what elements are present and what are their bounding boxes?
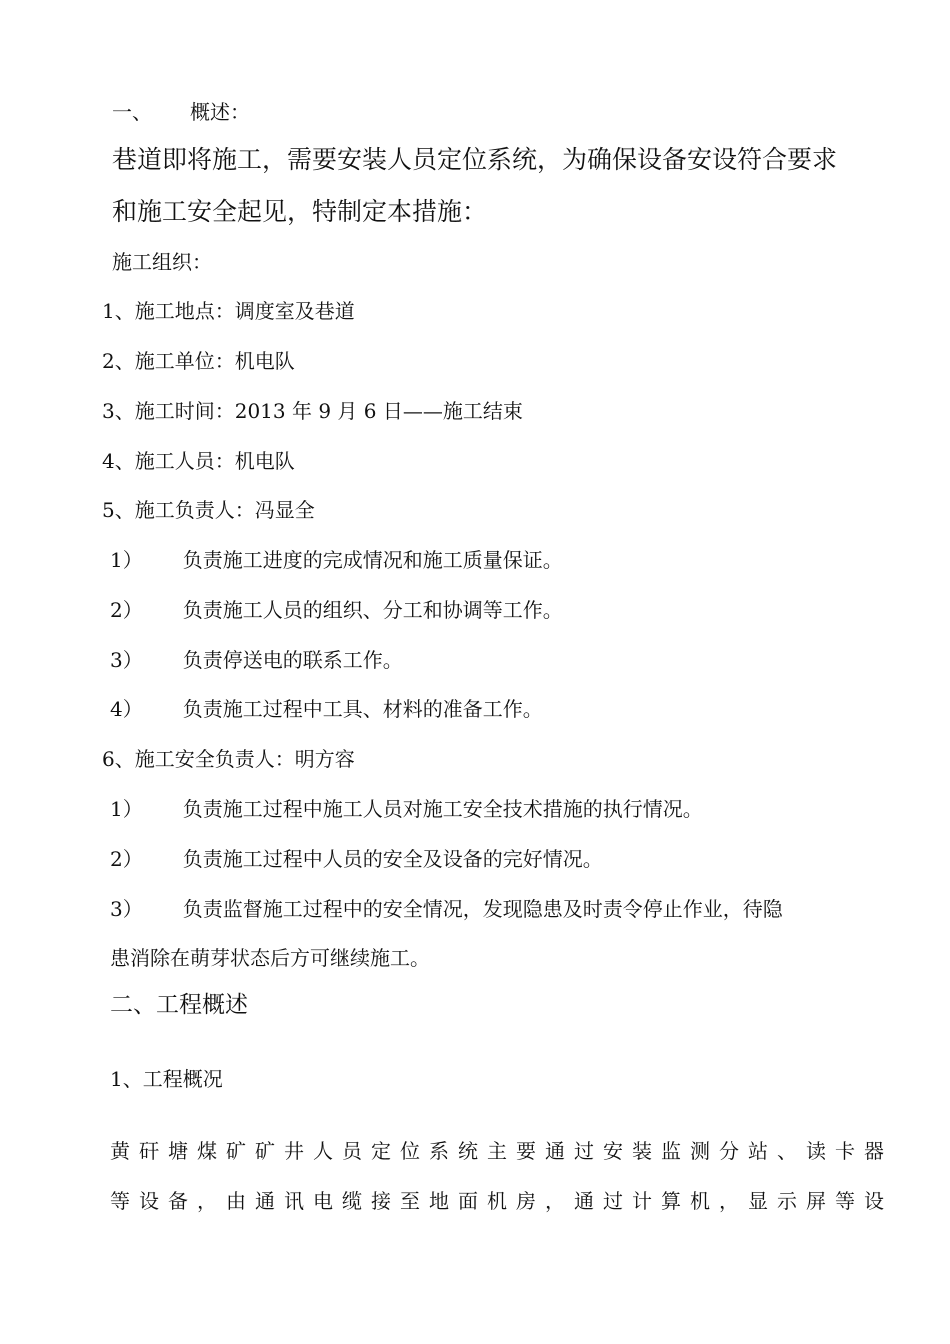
leader-duty-4 (110, 699, 543, 719)
leader-duty-4-text: 负责施工过程中工具、材料的准备工作。 (182, 697, 543, 721)
leader-duty-2 (110, 600, 563, 620)
overview-para-line-1: 黄矸塘煤矿矿井人员定位系统主要通过安装监测分站、读卡器 (110, 1139, 893, 1163)
intro-line-1: 巷道即将施工，需要安装人员定位系统，为确保设备安设符合要求 (112, 145, 838, 174)
intro-line-2: 和施工安全起见，特制定本措施： (112, 197, 488, 226)
org-heading: 施工组织： (112, 250, 212, 274)
safety-leader: 6、施工安全负责人：明方容 (102, 747, 355, 771)
safety-duty-1-text: 负责施工过程中施工人员对施工安全技术措施的执行情况。 (182, 797, 703, 821)
safety-duty-2-num: 2） (110, 847, 143, 871)
leader-duty-2-text: 负责施工人员的组织、分工和协调等工作。 (182, 598, 563, 622)
safety-duty-2-text: 负责施工过程中人员的安全及设备的完好情况。 (182, 847, 603, 871)
safety-duty-3-text: 负责监督施工过程中的安全情况，发现隐患及时责令停止作业，待隐 (182, 897, 783, 921)
org-item-location: 1、施工地点：调度室及巷道 (102, 299, 355, 323)
safety-duty-3-continued: 患消除在萌芽状态后方可继续施工。 (110, 946, 430, 970)
org-item-time: 3、施工时间：2013 年 9 月 6 日——施工结束 (102, 399, 523, 423)
section1-heading (112, 102, 250, 122)
leader-duty-1 (110, 550, 563, 570)
org-item-staff: 4、施工人员：机电队 (102, 449, 295, 473)
leader-duty-2-num: 2） (110, 598, 143, 622)
safety-duty-2 (110, 849, 603, 869)
leader-duty-1-num: 1） (110, 548, 143, 572)
section1-heading-num: 一、 (112, 100, 152, 124)
safety-duty-1 (110, 799, 703, 819)
safety-duty-1-num: 1） (110, 797, 143, 821)
safety-duty-3 (110, 899, 783, 919)
section2-heading: 二、工程概述 (110, 992, 248, 1018)
safety-duty-3-num: 3） (110, 897, 143, 921)
org-item-unit: 2、施工单位：机电队 (102, 349, 295, 373)
section1-heading-text: 概述： (190, 100, 250, 124)
leader-duty-3-text: 负责停送电的联系工作。 (182, 648, 403, 672)
leader-duty-4-num: 4） (110, 697, 143, 721)
leader-duty-3 (110, 650, 403, 670)
org-item-leader: 5、施工负责人：冯显全 (102, 498, 315, 522)
section2-sub-heading: 1、工程概况 (110, 1067, 223, 1091)
leader-duty-3-num: 3） (110, 648, 143, 672)
overview-para-line-2: 等设备，由通讯电缆接至地面机房，通过计算机，显示屏等设 (110, 1189, 893, 1213)
leader-duty-1-text: 负责施工进度的完成情况和施工质量保证。 (182, 548, 563, 572)
